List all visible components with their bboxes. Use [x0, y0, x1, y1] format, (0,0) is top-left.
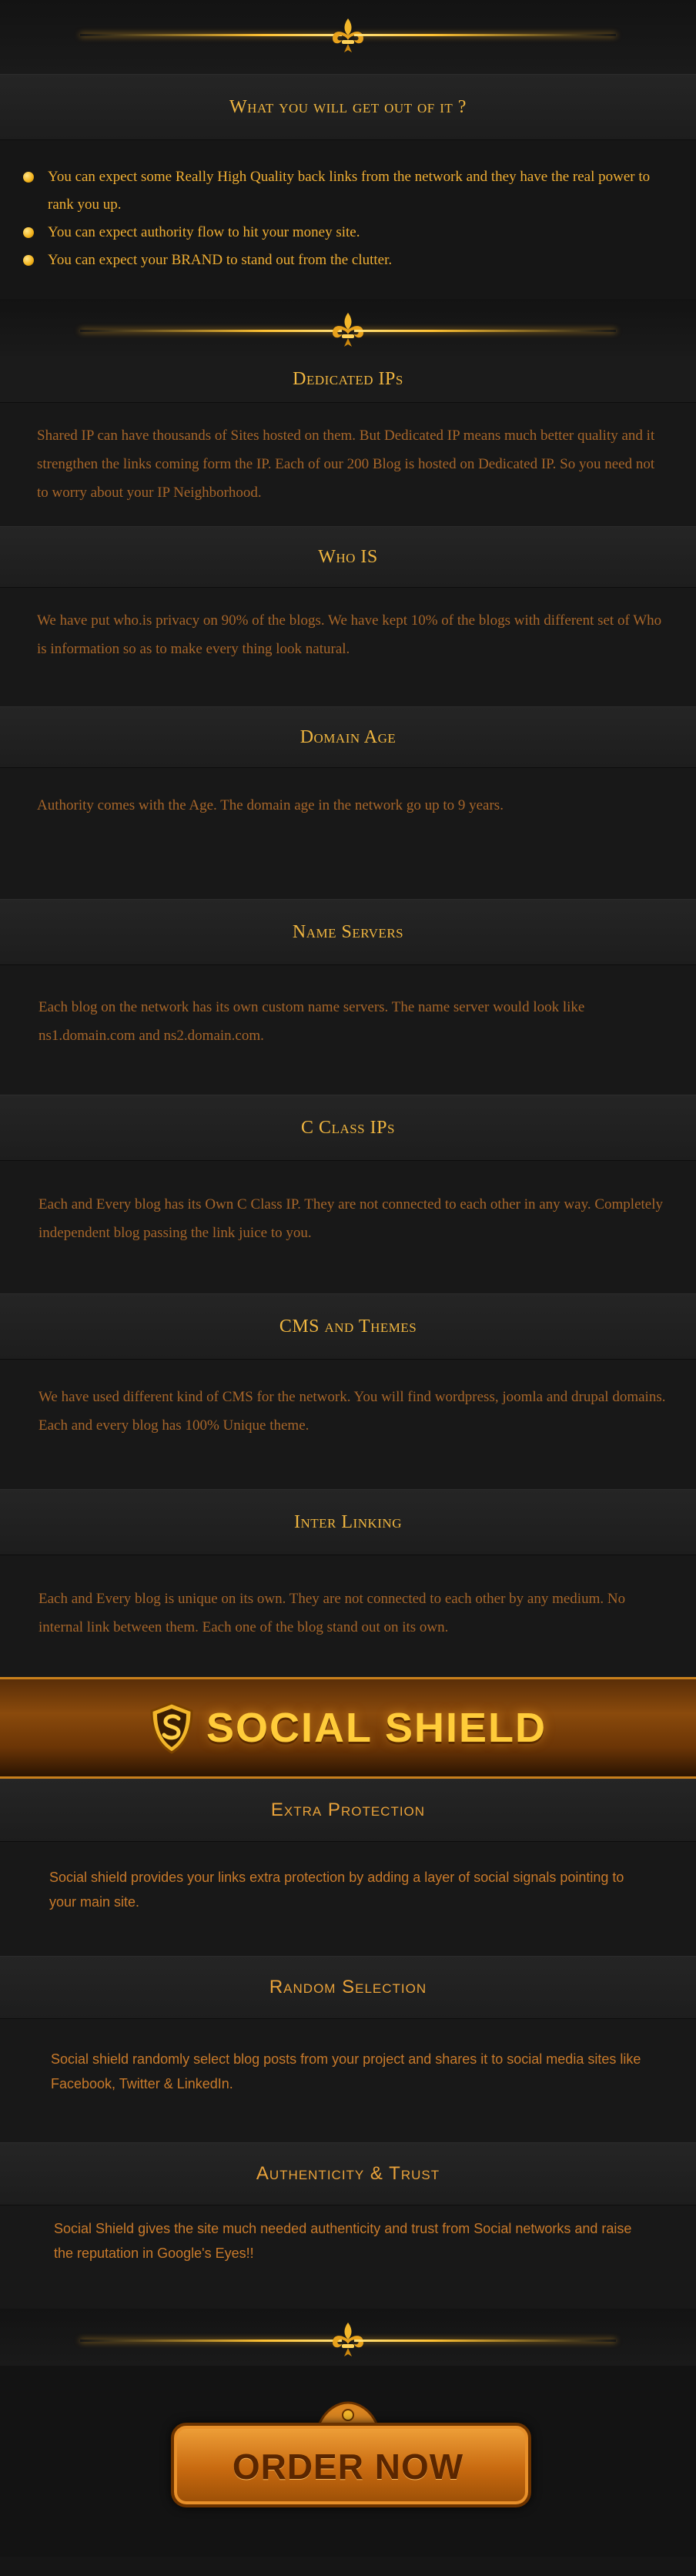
feature-text: Shared IP can have thousands of Sites hosted on them. But Dedicated IP means much better quality and it strengthen the links coming form the IP. Each of our 200 Blog is hosted on Dedicated IP. So you need not to worry about your IP Neighborhood.: [37, 428, 655, 501]
ornament-divider-top: [0, 0, 696, 74]
shield-header-authenticity-trust: [0, 2142, 696, 2205]
feature-title: Inter Linking: [294, 1511, 402, 1532]
feature-title: Name Servers: [292, 921, 404, 942]
benefits-list-section: [0, 140, 696, 299]
social-shield-banner: [0, 1677, 696, 1779]
benefits-header: [0, 74, 696, 140]
feature-text: Each and Every blog has its Own C Class IP. They are not connected to each other in any way. Completely independent blog passing the link juice to you.: [38, 1196, 663, 1241]
feature-section-c-class-ips: [0, 1161, 696, 1293]
order-now-label: ORDER NOW: [232, 2447, 464, 2487]
feature-title: CMS and Themes: [279, 1316, 417, 1337]
feature-section-who-is: [0, 588, 696, 706]
order-area: [0, 2366, 696, 2557]
feature-header-domain-age: [0, 706, 696, 768]
benefit-item: [20, 163, 676, 219]
shield-section-random-selection: [0, 2019, 696, 2142]
benefit-item: [20, 247, 676, 274]
shield-item-text: Social shield randomly select blog posts from your project and shares it to social media sites like Facebook, Twitter & LinkedIn.: [51, 2051, 641, 2091]
divider-line-right: [354, 34, 616, 36]
gold-bullet-icon: [23, 172, 34, 183]
feature-section-dedicated-ips: [0, 403, 696, 526]
ornament-divider-bottom: [0, 2309, 696, 2366]
feature-header-inter-linking: [0, 1489, 696, 1555]
feature-header-dedicated-ips: [0, 356, 696, 403]
feature-title: C Class IPs: [301, 1117, 395, 1138]
shield-item-title: Authenticity & Trust: [256, 2163, 440, 2184]
feature-section-name-servers: [0, 965, 696, 1095]
gold-bullet-icon: [23, 227, 34, 238]
divider-line-right: [354, 330, 616, 332]
feature-title: Who IS: [318, 546, 378, 567]
order-now-button[interactable]: [171, 2400, 525, 2514]
benefits-list: [20, 163, 676, 274]
feature-title: Dedicated IPs: [293, 368, 403, 389]
shield-item-title: Extra Protection: [270, 1800, 426, 1820]
feature-header-who-is: [0, 526, 696, 588]
feature-text: Authority comes with the Age. The domain age in the network go up to 9 years.: [37, 797, 504, 813]
benefits-title: What you will get out of it ?: [229, 96, 467, 117]
benefit-text: You can expect your BRAND to stand out from the clutter.: [48, 252, 393, 268]
divider-line-left: [80, 330, 342, 332]
feature-header-name-servers: [0, 899, 696, 965]
feature-text: We have used different kind of CMS for the network. You will find wordpress, joomla and drupal domains. Each and every blog has 100% Unique theme.: [38, 1389, 666, 1434]
divider-line-left: [80, 2340, 342, 2342]
shield-item-title: Random Selection: [269, 1977, 427, 1997]
shield-s-icon: [149, 1702, 194, 1754]
benefit-text: You can expect some Really High Quality back links from the network and they have the real power to rank you up.: [48, 169, 651, 213]
divider-line-right: [354, 2340, 616, 2342]
feature-section-domain-age: [0, 768, 696, 899]
shield-item-text: Social Shield gives the site much needed authenticity and trust from Social networks and raise the reputation in Google's Eyes!!: [54, 2221, 632, 2261]
feature-header-cms-themes: [0, 1293, 696, 1360]
benefit-text: You can expect authority flow to hit your money site.: [48, 224, 360, 240]
shield-item-text: Social shield provides your links extra protection by adding a layer of social signals pointing to your main site.: [49, 1870, 624, 1910]
shield-header-random-selection: [0, 1956, 696, 2019]
social-shield-title: SOCIAL SHIELD: [206, 1705, 547, 1751]
shield-section-authenticity-trust: [0, 2205, 696, 2309]
feature-section-cms-themes: [0, 1360, 696, 1489]
feature-text: Each and Every blog is unique on its own. They are not connected to each other by any medium. No internal link between them. Each one of the blog stand out on its own.: [38, 1591, 626, 1635]
ornament-divider-middle: [0, 299, 696, 356]
divider-line-left: [80, 34, 342, 36]
shield-section-extra-protection: [0, 1842, 696, 1956]
feature-section-inter-linking: [0, 1555, 696, 1677]
gold-bullet-icon: [23, 255, 34, 266]
feature-title: Domain Age: [299, 726, 397, 747]
feature-header-c-class-ips: [0, 1095, 696, 1161]
feature-text: We have put who.is privacy on 90% of the blogs. We have kept 10% of the blogs with different set of Who is information so as to make every thing look natural.: [37, 612, 662, 657]
shield-header-extra-protection: [0, 1779, 696, 1842]
feature-text: Each blog on the network has its own custom name servers. The name server would look like ns1.domain.com and ns2.domain.com.: [38, 999, 585, 1044]
benefit-item: [20, 219, 676, 247]
